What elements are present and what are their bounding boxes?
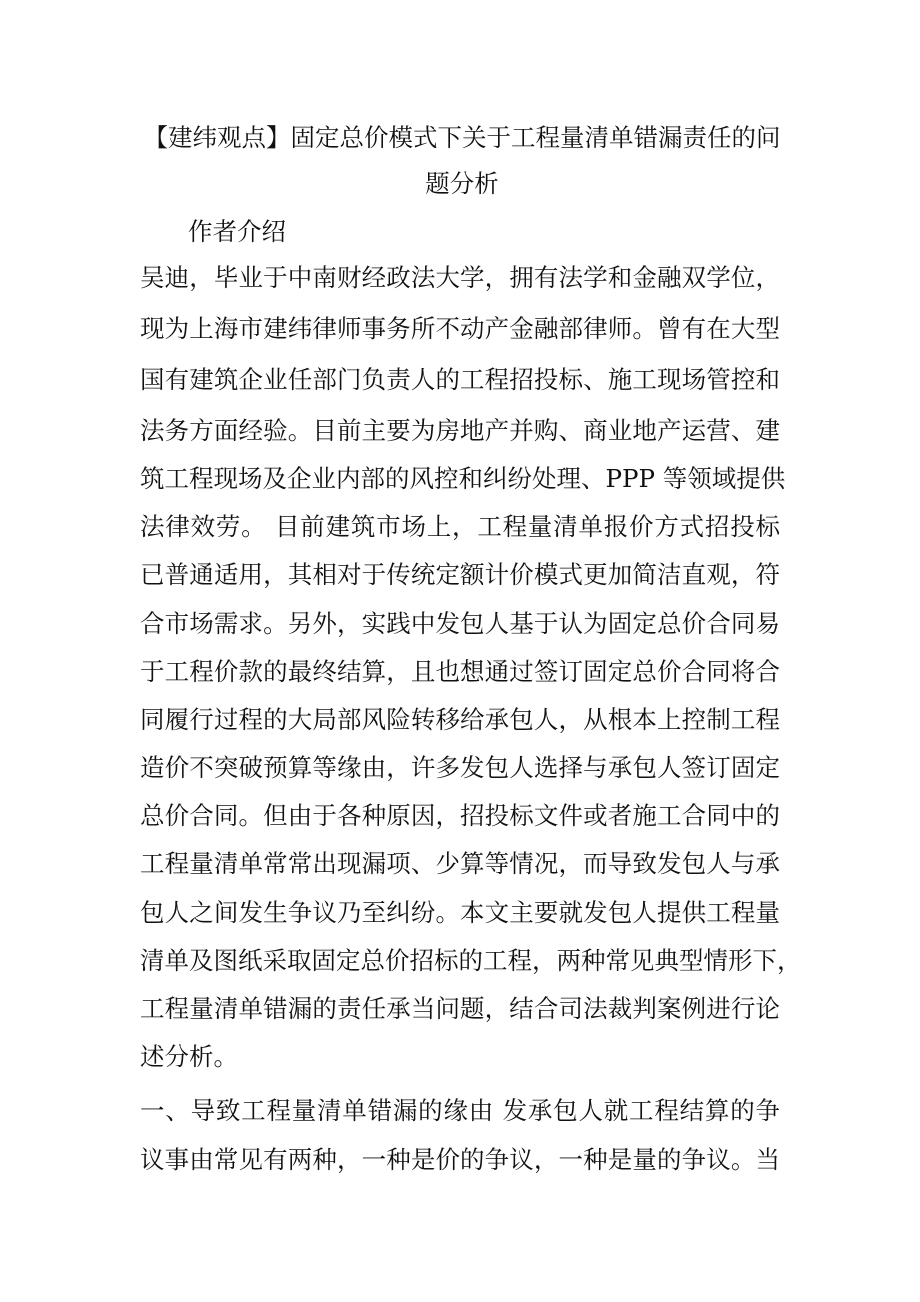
paragraph-line: 已普通适用，其相对于传统定额计价模式更加简洁直观，符: [140, 560, 780, 589]
paragraph-line: 国有建筑企业任部门负责人的工程招投标、施工现场管控和: [140, 365, 780, 394]
paragraph-line: 述分析。: [140, 1042, 238, 1071]
paragraph-line: 现为上海市建纬律师事务所不动产金融部律师。曾有在大型: [140, 314, 780, 343]
paragraph-line: 工程量清单错漏的责任承当问题，结合司法裁判案例进行论: [140, 994, 780, 1023]
paragraph-line: 吴迪，毕业于中南财经政法大学，拥有法学和金融双学位，: [140, 263, 780, 292]
paragraph-line: 同履行过程的大局部风险转移给承包人，从根本上控制工程: [140, 705, 780, 734]
paragraph-line: 法务方面经验。目前主要为房地产并购、商业地产运营、建: [140, 416, 780, 445]
paragraph-line: 造价不突破预算等缘由，许多发包人选择与承包人签订固定: [140, 753, 780, 782]
document-title: [138, 115, 786, 207]
paragraph-line: 包人之间发生争议乃至纠纷。本文主要就发包人提供工程量: [140, 898, 780, 927]
paragraph-line: 议事由常见有两种，一种是价的争议，一种是量的争议。当: [140, 1145, 780, 1174]
paragraph-line: 法律效劳。 目前建筑市场上，工程量清单报价方式招投标: [140, 512, 780, 541]
title-line-1: 【建纬观点】固定总价模式下关于工程量清单错漏责任的问: [143, 123, 781, 152]
title-line-2: 题分析: [425, 169, 499, 198]
author-heading: 作者介绍: [188, 217, 286, 246]
paragraph-line: 于工程价款的最终结算，且也想通过签订固定总价合同将合: [140, 657, 780, 686]
paragraph-line: 清单及图纸采取固定总价招标的工程，两种常见典型情形下，: [140, 946, 802, 975]
paragraph-line: 工程量清单常常出现漏项、少算等情况，而导致发包人与承: [140, 849, 780, 878]
paragraph-line: 总价合同。但由于各种原因，招投标文件或者施工合同中的: [140, 801, 780, 830]
section-heading-line: 一、导致工程量清单错漏的缘由 发承包人就工程结算的争: [140, 1096, 780, 1125]
paragraph-line: 合市场需求。另外，实践中发包人基于认为固定总价合同易: [140, 609, 780, 638]
paragraph-line: 筑工程现场及企业内部的风控和纠纷处理、PPP 等领域提供: [140, 464, 786, 493]
